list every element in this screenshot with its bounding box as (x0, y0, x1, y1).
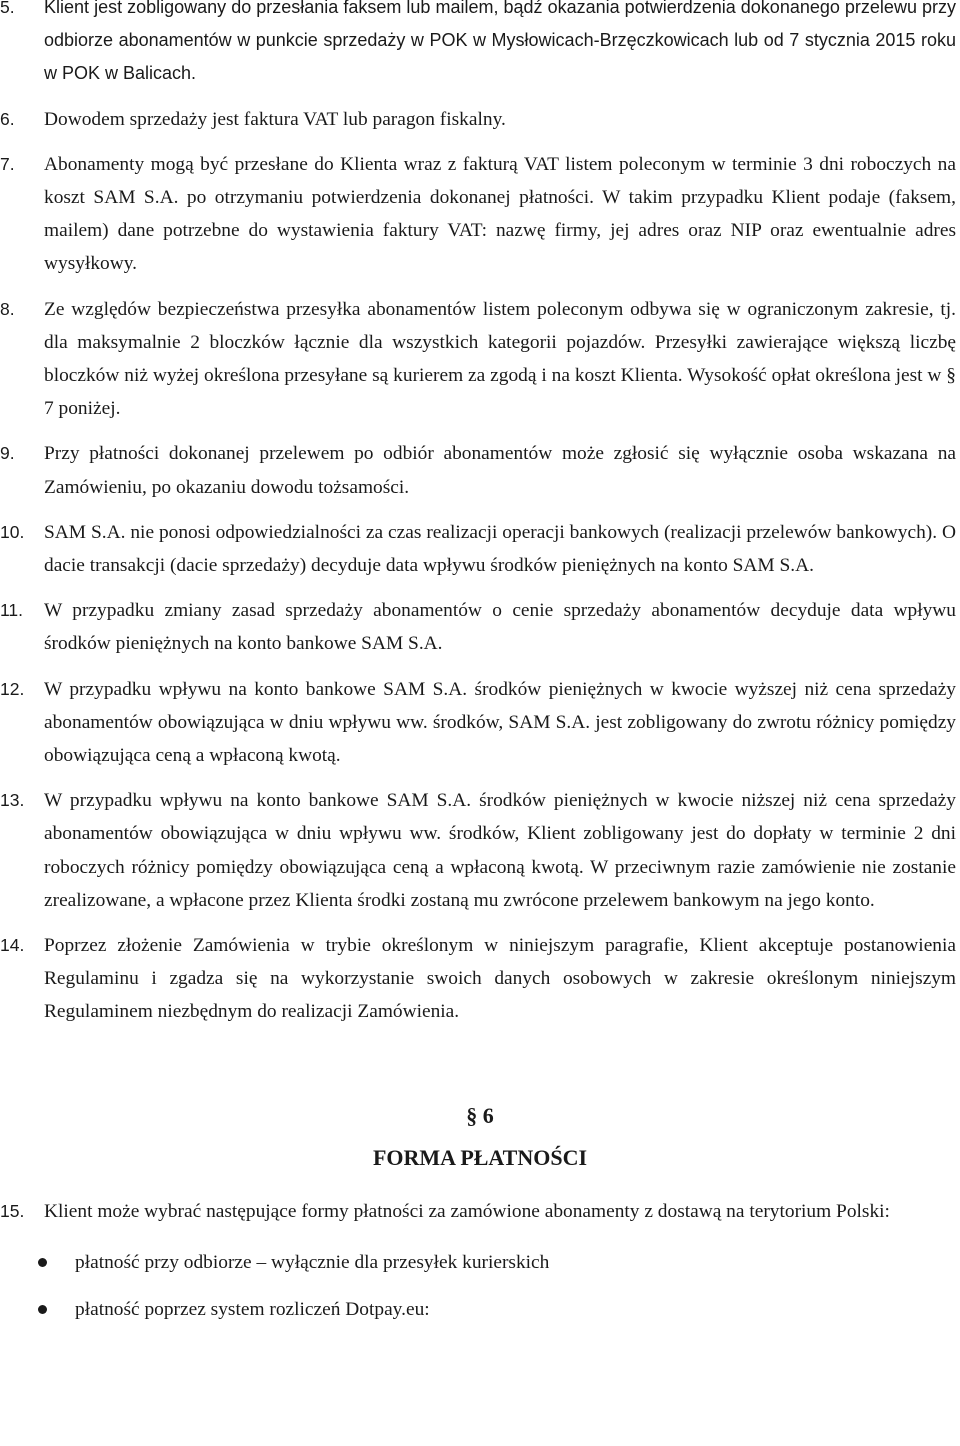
list-item (0, 437, 960, 503)
item-number: 9. (0, 443, 15, 464)
item-text: W przypadku zmiany zasad sprzedaży abonamentów o cenie sprzedaży abonamentów decyduje data wpływu środków pieniężnych na konto bankowe SAM S.A. (44, 600, 956, 655)
bullet-text: płatność przy odbiorze – wyłącznie dla przesyłek kurierskich (75, 1251, 550, 1273)
item-number: 10. (0, 521, 25, 542)
list-item (0, 594, 960, 660)
list-item (0, 0, 960, 91)
payment-methods-list (0, 1246, 960, 1326)
list-item (0, 673, 960, 773)
item-number: 13. (0, 790, 25, 811)
list-item (0, 293, 960, 426)
item-text: W przypadku wpływu na konto bankowe SAM S.A. środków pieniężnych w kwocie wyższej niż cena sprzedaży abonamentów obowiązująca w dniu wpływu ww. środków, SAM S.A. jest zobligowany do zwrotu różnicy pomiędzy obowiązująca ceną a wpłaconą kwotą. (44, 678, 956, 767)
list-item (0, 784, 960, 917)
list-item (0, 516, 960, 582)
item-number: 14. (0, 935, 25, 956)
item-text: W przypadku wpływu na konto bankowe SAM S.A. środków pieniężnych w kwocie niższej niż cena sprzedaży abonamentów obowiązująca w dniu wpływu ww. środków, Klient zobligowany jest do dopłaty w terminie 2 dni roboczych różnicy pomiędzy obowiązująca ceną a wpłaconą kwotą. W przeciwnym razie zamówienie nie zostanie zrealizowane, a wpłacone przez Klienta środki zostaną mu zwrócone przelewem bankowym na jego konto. (44, 790, 956, 911)
item-number: 11. (0, 600, 24, 621)
bullet-item (0, 1293, 960, 1326)
item-text: Przy płatności dokonanej przelewem po odbiór abonamentów może zgłosić się wyłącznie osoba wskazana na Zamówieniu, po okazaniu dowodu tożsamości. (44, 443, 956, 498)
item-number: 15. (0, 1200, 25, 1221)
list-item (0, 103, 960, 136)
section-number: § 6 (466, 1102, 494, 1128)
list-item (0, 1195, 960, 1228)
item-number: 8. (0, 298, 15, 319)
item-number: 12. (0, 678, 25, 699)
item-number: 6. (0, 108, 15, 129)
item-text: Abonamenty mogą być przesłane do Klienta wraz z fakturą VAT listem poleconym w terminie 3 dni roboczych na koszt SAM S.A. po otrzymaniu potwierdzenia dokonanej płatności. W takim przypadku Klient podaje (faksem, mailem) dane potrzebne do wystawienia faktury VAT: nazwę firmy, jej adres oraz NIP oraz ewentualnie adres wysyłkowy. (44, 153, 956, 275)
item-number: 5. (0, 0, 15, 17)
item-text: Klient jest zobligowany do przesłania faksem lub mailem, bądź okazania potwierdzenia dokonanego przelewu przy odbiorze abonamentów w punkcie sprzedaży w POK w Mysłowicach-Brzęczkowicach lub od 7 stycznia 2015 roku w POK w Balicach. (44, 0, 956, 84)
item-text: Klient może wybrać następujące formy płatności za zamówione abonamenty z dostawą na terytorium Polski: (44, 1200, 890, 1222)
bullet-item (0, 1246, 960, 1279)
item-text: Dowodem sprzedaży jest faktura VAT lub paragon fiskalny. (44, 108, 506, 130)
list-item (0, 929, 960, 1029)
item-text: Poprzez złożenie Zamówienia w trybie określonym w niniejszym paragrafie, Klient akceptuje postanowienia Regulaminu i zgadza się na wykorzystanie swoich danych osobowych w zakresie określonym niniejszym Regulaminem niezbędnym do realizacji Zamówienia. (44, 935, 956, 1023)
item-number: 7. (0, 153, 15, 174)
bullet-icon (38, 1258, 47, 1267)
bullet-icon (38, 1305, 47, 1314)
item-text: SAM S.A. nie ponosi odpowiedzialności za czas realizacji operacji bankowych (realizacji przelewów bankowych). O dacie transakcji (dacie sprzedaży) decyduje data wpływu środków pieniężnych na konto SAM S.A. (44, 521, 956, 577)
section-heading: FORMA PŁATNOŚCI (372, 1144, 588, 1170)
item-text: Ze względów bezpieczeństwa przesyłka abonamentów listem poleconym odbywa się w ograniczonym zakresie, tj. dla maksymalnie 2 bloczków łącznie dla wszystkich kategorii pojazdów. Przesyłki zawierające większą liczbę bloczków niż wyżej określona przesyłane są kurierem za zgodą i na koszt Klienta. Wysokość opłat określona jest w § 7 poniżej. (44, 298, 956, 420)
bullet-text: płatność poprzez system rozliczeń Dotpay.eu: (75, 1298, 430, 1320)
list-item (0, 148, 960, 281)
